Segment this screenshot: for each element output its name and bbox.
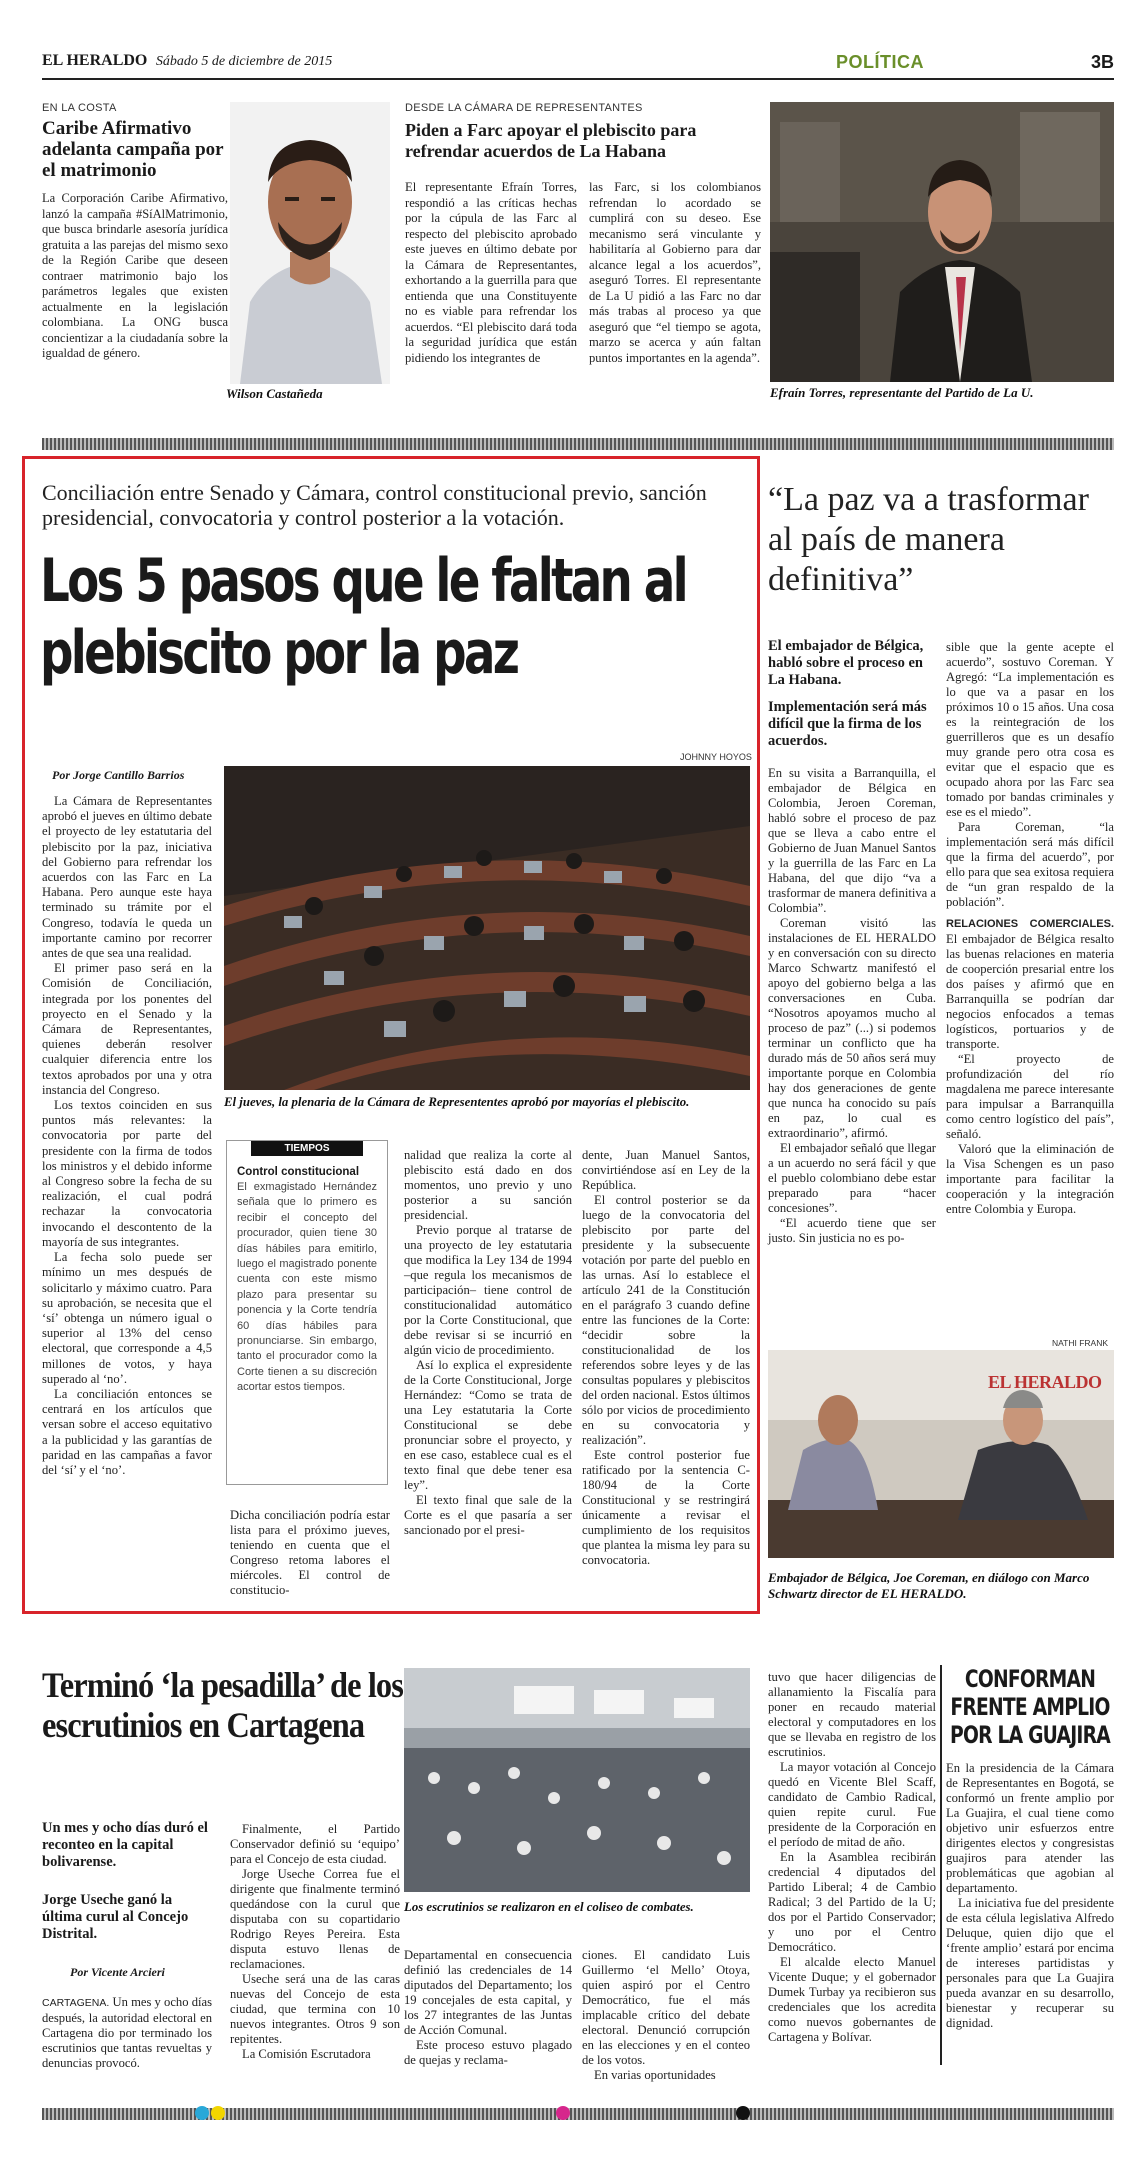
side-quote-headline: “La paz va a trasformar al país de manera definitiva” <box>768 481 1089 598</box>
main-headline: Los 5 pasos que le faltan al plebiscito por la paz <box>40 546 686 688</box>
photo-sign: EL HERALDO <box>988 1372 1102 1392</box>
ambassador-caption: Embajador de Bélgica, Joe Coreman, en diálogo con Marco Schwartz director de EL HERALDO. <box>768 1570 1090 1601</box>
bottom-col-2 <box>230 1822 400 2062</box>
guajira-body <box>946 1761 1114 2031</box>
brief-kicker: EN LA COSTA <box>42 102 117 114</box>
main-col-2b: Dicha conciliación podría estar lista para el próximo jueves, teniendo en cuenta que el Congreso retoma labores el miércoles. El control de constitucio- <box>230 1508 390 1597</box>
paragraph: En la Asamblea recibirán credencial 4 diputados del Partido Liberal; 4 de Cambio Radical; 3 del Partido de la U; dos por el Partido Conservador; y uno por el Centro Democrático. <box>768 1850 936 1954</box>
paragraph: El texto final que sale de la Corte es el que pasaría a ser sancionado por el presi- <box>404 1493 572 1537</box>
paragraph: Previo porque al tratarse de una proyecto de ley estatutaria que modifica la Ley 134 de 1994 –que regula los mecanismos de participación– tiene control de constitucionalidad automático por la Corte Constitucional, que debe revisar si se incurrió en algún vicio de procedimiento. <box>404 1223 572 1357</box>
side-deck-2: Implementación será más difícil que la firma de los acuerdos. <box>768 699 927 749</box>
paragraph: “El proyecto de profundización del río magdalena me parece interesante para impulsar a Barranquilla como centro logístico del país”, señaló. <box>946 1052 1114 1141</box>
brief-headline: Caribe Afirmativo adelanta campaña por el matrimonio <box>42 118 224 181</box>
main-col-1 <box>42 794 212 1478</box>
paragraph-text: El embajador de Bélgica resalto las buenas relaciones en materia de cooperción presarial entre los dos países y afirmó que en Barranquilla se podrían dar negocios enfocados a temas logísticos, portuarios y de transporte. <box>946 932 1114 1051</box>
torres-caption: Efraín Torres, representante del Partido de La U. <box>770 385 1034 400</box>
registration-marks <box>556 2106 596 2122</box>
main-deck: Conciliación entre Senado y Cámara, control constitucional previo, sanción presidencial, convocatoria y control posterior a la votación. <box>42 480 707 530</box>
bottom-deck-1: Un mes y ocho días duró el reconteo en la capital bolivarense. <box>42 1820 208 1870</box>
side-deck-1: El embajador de Bélgica, habló sobre el proceso en La Habana. <box>768 638 924 688</box>
paragraph: “El acuerdo tiene que ser justo. Sin justicia no es po- <box>768 1216 936 1245</box>
guajira-story <box>946 1665 1114 2031</box>
plenary-photo <box>224 766 750 1090</box>
black-dot <box>736 2106 750 2120</box>
masthead-rule <box>42 78 1114 80</box>
tiempos-box <box>226 1140 388 1485</box>
paragraph: En varias oportunidades <box>594 2068 716 2082</box>
ambassador-photo <box>768 1350 1114 1558</box>
paragraph: La conciliación entonces se centrará en los artículos que versan sobre el acceso equitativo a la publicidad y las garantías de paridad en las campañas a favor del ‘sí’ y el ‘no’. <box>42 1386 212 1477</box>
bottom-deck-2: Jorge Useche ganó la última curul al Concejo Distrital. <box>42 1892 189 1942</box>
paragraph: Jorge Useche Correa fue el dirigente que finalmente terminó quedándose con la curul que disputaba con su copartidario Rodrigo Reyes Pereira. Esta disputa estuvo llenas de reclamaciones. <box>230 1867 400 1971</box>
paragraph: nalidad que realiza la corte al plebiscito está dado en dos momentos, uno previo y uno posterior a su sanción presidencial. <box>404 1148 572 1222</box>
section-name: POLÍTICA <box>836 52 924 72</box>
paragraph: Este proceso estuvo plagado de quejas y reclama- <box>404 2038 572 2067</box>
bottom-col-5 <box>768 1670 936 2045</box>
registration-marks <box>195 2106 235 2122</box>
guajira-divider <box>940 1665 942 2065</box>
bottom-col-1 <box>42 1995 212 2071</box>
section-separator <box>42 438 1114 450</box>
plenary-caption: El jueves, la plenaria de la Cámara de Represententes aprobó por mayorías el plebiscito. <box>224 1095 690 1109</box>
bottom-headline: Terminó ‘la pesadilla’ de los escrutinios en Cartagena <box>42 1665 403 1745</box>
paper-name: EL HERALDO <box>42 52 148 69</box>
paragraph: Useche será una de las caras nuevas del Concejo de esta ciudad, que termina con 10 nuevos integrantes. Otros 9 son repitentes. <box>230 1972 400 2046</box>
paragraph: El primer paso será en la Comisión de Conciliación, integrada por los ponentes del proyecto en el Senado y la Cámara de Representantes, quienes deberán resolver cualquier diferencia entre los textos aprobados por una y otra instancia del Congreso. <box>42 961 212 1097</box>
guajira-headline: CONFORMAN FRENTE AMPLIO POR LA GUAJIRA <box>950 1665 1110 1749</box>
box-title: Control constitucional <box>237 1166 360 1178</box>
paragraph: Valoró que la eliminación de la Visa Schengen es un paso importante para facilitar la cooperación y la integración entre Colombia y Europa. <box>946 1142 1114 1216</box>
paragraph: Para Coreman, “la implementación será más difícil que la firma del acuerdo”, por ello para que sea exitosa requiera de “un gran respaldo de la población”. <box>946 820 1114 909</box>
paragraph: La iniciativa fue del presidente de esta célula legislativa Alfredo Deluque, quien dijo que el ‘frente amplio’ estará por encima de intereses partidistas y personales para que La Guajira pueda avanzar en su desarrollo, bienestar y recuperar su dignidad. <box>946 1896 1114 2030</box>
paragraph: Los textos coinciden en sus puntos más relevantes: la convocatoria por parte del presidente con la firma de todos los ministros y el debido informe al Congreso sobre la fecha de su realización, el cual podrá rechazar la convocatoria invocando el descontento de la mayoría de sus integrantes. <box>42 1098 212 1249</box>
brief-kicker: DESDE LA CÁMARA DE REPRESENTANTES <box>405 102 643 114</box>
box-label: TIEMPOS <box>251 1141 363 1156</box>
side-body-1 <box>768 766 936 1246</box>
portrait-photo <box>230 102 390 384</box>
bottom-col-3 <box>404 1948 572 2068</box>
main-col-3 <box>404 1148 572 1538</box>
paragraph: Departamental en consecuencia definió las credenciales de 14 diputados del Departamento; los 19 concejales de esta capital, y los 27 integrantes de las Juntas de Acción Comunal. <box>404 1948 572 2037</box>
brief-farc-plebiscito <box>405 102 761 162</box>
cyan-dot <box>195 2106 209 2120</box>
coliseo-caption: Los escrutinios se realizaron en el coliseo de combates. <box>404 1900 694 1914</box>
paragraph: La fecha solo puede ser mínimo un mes después de solicitarlo y máximo cuatro. Para su aprobación, se necesita que el ‘sí’ obtenga un número igual o superior al 13% del censo electoral, que corresponde a 4,5 millones de votos, y haya superado al ‘no’. <box>42 1250 212 1386</box>
side-col-1 <box>768 638 936 1246</box>
paragraph-text: Un mes y ocho días después, la autoridad electoral en Cartagena dio por terminado los escrutinios que tantas revueltas y denuncias provocó. <box>42 1995 212 2070</box>
brief-col-2: las Farc, si los colombianos refrendan lo acordado se cumplirá con su deseo. Ese mecanismo será vinculante y habilitaría al Gobierno para dar alcance legal a los acuerdos”, aseguró Torres. El representante de La U pidió a las Farc no dar más trabas al proceso ya que aseguró que “el tiempo se agota, marzo se acerca y aún faltan puntos importantes en la agenda”. <box>589 180 761 365</box>
paragraph: El alcalde electo Manuel Vicente Duque; y el gobernador Dumek Turbay ya recibieron sus credenciales que los acredita como nuevos gobernantes de Cartagena y Bolívar. <box>768 1955 936 2044</box>
paragraph: tuvo que hacer diligencias de allanamiento la Fiscalía para poner en recaudo material electoral y computadores en los que se llevaba en registro de los escrutinios. <box>768 1670 936 1759</box>
brief-caribe-afirmativo <box>42 102 228 362</box>
dateline: CARTAGENA. <box>42 1997 110 2009</box>
paragraph: Así lo explica el expresidente de la Corte Constitucional, Jorge Hernández: “Como se trata de una Ley estatutaria la Corte Constitucional se debe pronunciar sobre el proyecto, y en ese caso, establece cual es el texto final que debe tener esa ley”. <box>404 1358 572 1492</box>
paragraph: La mayor votación al Concejo quedó en Vicente Blel Scaff, candidato de Cambio Radical, quien repite curul. Fue presidente de la Corporación en el período de mitad de año. <box>768 1760 936 1849</box>
brief-col-1: El representante Efraín Torres, respondió a las críticas hechas por la cúpula de las Farc al respecto del plebiscito aprobado este jueves en último debate por la Cámara de Representantes, exhortando a la guerrilla para que entienda que una Constituyente no es viable para refrendar los acuerdos. “El plebiscito dará toda la seguridad jurídica que están pidiendo los integrantes de <box>405 180 577 365</box>
side-subhead: RELACIONES COMERCIALES. <box>946 918 1114 930</box>
page-number: 3B <box>1090 52 1114 72</box>
paragraph: En la presidencia de la Cámara de Representantes en Bogotá, se conformó un frente amplio por La Guajira, el cual tiene como objetivo unir esfuerzos entre dirigentes electos y congresistas guajiros para atender las problemáticas que agobian al departamento. <box>946 1761 1114 1895</box>
paragraph: El control posterior se da luego de la convocatoria del plebiscito por parte del presidente y la subsecuente votación por parte del pueblo en las urnas. Así lo establece el artículo 241 de la Constitución en el parágrafo 3 cuando define entre las funciones de la Corte: “decidir sobre la constitucionalidad de los referendos sobre leyes y de las consultas populares y plebiscitos del orden nacional. Estos últimos sólo por vicios de procedimiento en su convocatoria y realización”. <box>582 1193 750 1447</box>
paragraph: La Comisión Escrutadora <box>242 2047 371 2061</box>
paragraph: En su visita a Barranquilla, el embajador de Bélgica en Colombia, Jeroen Coreman, habló sobre el proceso de paz que se lleva a cabo entre el Gobierno de Juan Manuel Santos y la guerrilla de las Farc en La Habana, del que dijo “va a trasformar de manera definitiva a Colombia”. <box>768 766 936 915</box>
portrait-caption: Wilson Castañeda <box>226 386 323 401</box>
paragraph: Finalmente, el Partido Conservador definió su ‘equipo’ para el Concejo de esta ciudad. <box>230 1822 400 1866</box>
bottom-col-4 <box>582 1948 750 2083</box>
bottom-byline: Por Vicente Arcieri <box>70 1965 165 1979</box>
magenta-dot <box>556 2106 570 2120</box>
paragraph: sible que la gente acepte el acuerdo”, sostuvo Coreman. Y Agregó: “La implementación es lo que va a pasar en los próximos 10 o 15 años. Una cosa es la reintegración de los guerrilleros que es un desafío muy grande pero otra cosa es evitar que el espacio que es ocupado ahora por las Farc sea tomado por bandas criminales y ese es el miedo”. <box>946 640 1114 819</box>
side-photo-credit: NATHI FRANK <box>1052 1338 1109 1348</box>
paragraph: ciones. El candidato Luis Guillermo ‘el Mello’ Otoya, quien aspiró por el Centro Democrático, fue el más implacable crítico del debate electoral. Denunció corrupción en las elecciones y en el conteo de los votos. <box>582 1948 750 2067</box>
brief-headline: Piden a Farc apoyar el plebiscito para refrendar acuerdos de La Habana <box>405 120 697 161</box>
issue-date: Sábado 5 de diciembre de 2015 <box>155 54 333 69</box>
coliseo-photo <box>404 1668 750 1892</box>
main-photo-credit: JOHNNY HOYOS <box>680 752 752 762</box>
paragraph: Este control posterior fue ratificado por la sentencia C-180/94 de la Corte Constitucional y se restringirá únicamente a revisar el cumplimiento de los requisitos que plantea la misma ley para su convocatoria. <box>582 1448 750 1567</box>
masthead <box>42 52 1114 74</box>
yellow-dot <box>211 2106 225 2120</box>
paragraph: La Cámara de Representantes aprobó el jueves en último debate el proyecto de ley estatutaria del plebiscito por la paz, iniciativa del Gobierno para refrendar los acuerdos con las Farc en La Habana. Pero aunque este haya terminado su trámite por el Congreso, todavía le queda un importante camino por recorrer antes de que sea una realidad. <box>42 794 212 961</box>
box-body: El exmagistado Hernández señala que lo primero es recibir el concepto del procurador, quien tiene 30 días hábiles para emitirlo, luego el magistrado ponente cuenta con este mismo plazo para presentar su ponencia y la Corte tendría 60 días hábiles para pronunciarse. Sin embargo, tanto el procurador como la Corte tienen a su discreción acortar estos tiempos. <box>237 1181 377 1394</box>
main-col-4 <box>582 1148 750 1568</box>
torres-photo <box>770 102 1114 382</box>
paragraph: El embajador señaló que llegar a un acuerdo no será fácil y que el pueblo colombiano debe estar preparado para “hacer concesiones”. <box>768 1141 936 1215</box>
paragraph: dente, Juan Manuel Santos, convirtiéndose así en Ley de la República. <box>582 1148 750 1192</box>
brief-body: La Corporación Caribe Afirmativo, lanzó la campaña #SíAlMatrimonio, que busca brindarle asesoría jurídica gratuita a las parejas del mismo sexo de la Región Caribe que deseen contraer matrimonio bajo los parámetros legales que existen actualmente en la legislación colombiana. La ONG busca concientizar a la ciudadanía sobre la igualdad de género. <box>42 191 228 360</box>
paragraph <box>946 916 1114 1052</box>
side-col-2 <box>946 640 1114 1217</box>
paragraph: Coreman visitó las instalaciones de EL HERALDO y en conversación con su directo Marco Schwartz manifestó el apoyo del gobierno belga a las conversaciones en Cuba. “Nosotros apoyamos mucho al proceso de paz” (...) si podemos terminar un conflicto que ha durado más de 50 años será muy importante porque en Colombia hay dos generaciones de gente que nunca ha conocido su país en paz, lo cual es extraordinario”, afirmó. <box>768 916 936 1140</box>
main-byline: Por Jorge Cantillo Barrios <box>52 768 185 782</box>
